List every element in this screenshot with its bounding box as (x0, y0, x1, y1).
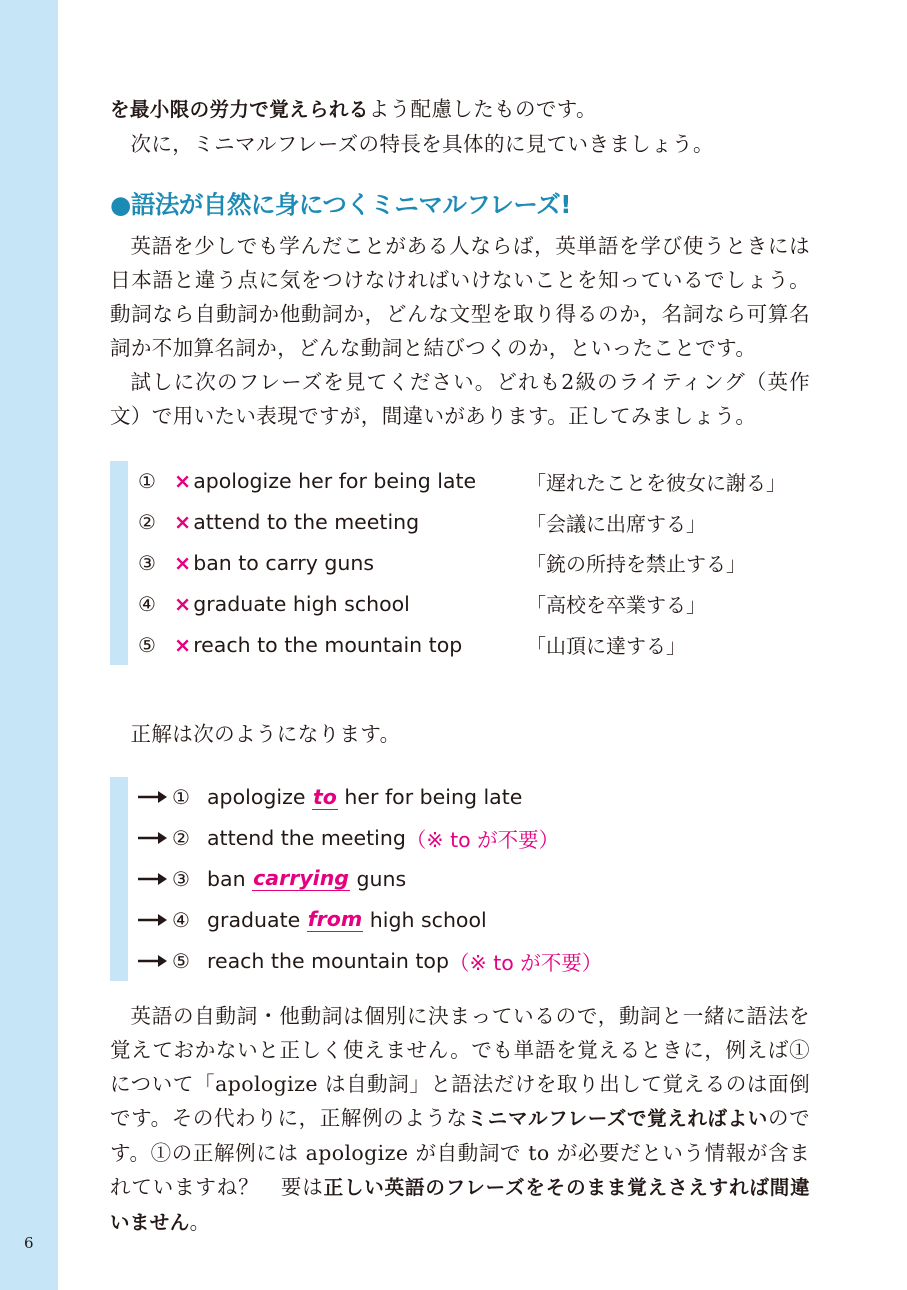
example-english (174, 551, 526, 575)
answer-number: ② (172, 826, 190, 851)
arrow-right-icon (138, 913, 172, 927)
paragraph-2: 試しに次のフレーズを見てください。どれも2級のライティング（英作文）で用いたい表現ですが，間違いがあります。正してみましょう。 (110, 370, 810, 428)
example-row (138, 583, 810, 624)
cross-icon: × (174, 632, 192, 657)
answer-text: reach the mountain top (207, 948, 449, 973)
answer-number: ④ (172, 907, 190, 932)
answer-number: ⑤ (172, 948, 190, 973)
example-english-text: attend to the meeting (193, 510, 420, 535)
paragraph-3-part-2: のです。①の正解例には apologize が自動詞で to が必要だという情報が含まれていますね？ 要は (110, 1105, 810, 1199)
example-japanese: 「遅れたことを彼女に謝る」 (526, 470, 786, 495)
example-english-text: reach to the mountain top (193, 632, 463, 657)
arrow-right-icon (138, 790, 172, 804)
cross-icon: × (174, 510, 192, 535)
answer-text: ban (207, 866, 246, 891)
arrow-right-icon (138, 954, 172, 968)
answer-number: ③ (172, 866, 190, 891)
example-number: ① (138, 469, 156, 494)
intro-rest: よう配慮したものです。 (368, 97, 597, 121)
page-number: 6 (24, 1234, 34, 1252)
answer-text: graduate (207, 907, 301, 932)
example-japanese: 「会議に出席する」 (526, 511, 706, 536)
arrow-right-icon (138, 831, 172, 845)
example-english-text: graduate high school (193, 591, 410, 616)
answer-row (138, 940, 810, 981)
answer-text: attend the meeting (207, 826, 406, 851)
example-english (174, 592, 526, 616)
example-japanese: 「銃の所持を禁止する」 (526, 552, 746, 577)
example-english-text: apologize her for being late (193, 469, 477, 494)
example-japanese: 「山頂に達する」 (526, 634, 686, 659)
answer-row (138, 777, 810, 818)
bullet-icon: ● (110, 190, 131, 219)
arrow-right-icon (138, 872, 172, 886)
example-japanese: 「高校を卒業する」 (526, 593, 706, 618)
answer-text-after: guns (356, 866, 407, 891)
example-english-text: ban to carry guns (193, 550, 375, 575)
section-heading (110, 185, 810, 225)
example-english (174, 633, 526, 657)
cross-icon: × (174, 550, 192, 575)
example-row (138, 624, 810, 665)
example-english (174, 510, 526, 534)
cross-icon: × (174, 469, 192, 494)
paragraph-3-part-3: 。 (189, 1209, 211, 1234)
intro-bold: を最小限の労力で覚えられる (110, 98, 369, 121)
page-margin-band (0, 0, 58, 1290)
answer-row (138, 899, 810, 940)
example-number: ② (138, 510, 156, 535)
paragraph-3-bold-2: 正しい英語のフレーズをそのまま覚えさえすれば間違いません (110, 1175, 810, 1234)
answer-intro: 正解は次のようになります。 (130, 721, 401, 746)
example-row (138, 461, 810, 502)
example-number: ④ (138, 591, 156, 616)
wrong-examples-box (110, 461, 810, 665)
paragraph-3-part-1: 英語の自動詞・他動詞は個別に決まっているので，動詞と一緒に語法を覚えておかないと正しく使えません。でも単語を覚えるときに，例えば①について「apologize は自動詞」と語法だけを取り出して覚えるのは面倒です。その代わりに，正解例のような (110, 1003, 810, 1130)
answer-number: ① (172, 785, 190, 810)
example-row (138, 502, 810, 543)
page-content (110, 92, 810, 1240)
answer-row (138, 818, 810, 859)
answer-text: apologize (207, 785, 306, 810)
section-heading-text: 語法が自然に身につくミニマルフレーズ! (130, 190, 571, 219)
intro-line-2: 次に，ミニマルフレーズの特長を具体的に見ていきましょう。 (130, 132, 714, 156)
answer-fix: to (312, 784, 337, 809)
example-row (138, 543, 810, 584)
intro-line-1 (110, 92, 810, 127)
answer-row (138, 859, 810, 900)
answer-text-after: high school (369, 907, 487, 932)
paragraph-3-bold-1: ミニマルフレーズで覚えればよい (467, 1106, 768, 1130)
answer-fix: from (307, 907, 363, 932)
answer-note: （※ to が不要） (405, 828, 560, 853)
paragraph-3 (110, 999, 810, 1240)
cross-icon: × (174, 591, 192, 616)
example-number: ③ (138, 550, 156, 575)
example-number: ⑤ (138, 632, 156, 657)
example-english (174, 469, 526, 493)
answer-fix: carrying (253, 866, 349, 891)
answer-text-after: her for being late (344, 785, 523, 810)
answers-box (110, 777, 810, 981)
paragraph-1: 英語を少しでも学んだことがある人ならば，英単語を学び使うときには日本語と違う点に気をつけなければいけないことを知っているでしょう。動詞なら自動詞か他動詞か，どんな文型を取り得るのか，名詞なら可算名詞か不加算名詞か，どんな動詞と結びつくのか，といったことです。 (110, 234, 810, 360)
answer-note: （※ to が不要） (449, 950, 603, 975)
